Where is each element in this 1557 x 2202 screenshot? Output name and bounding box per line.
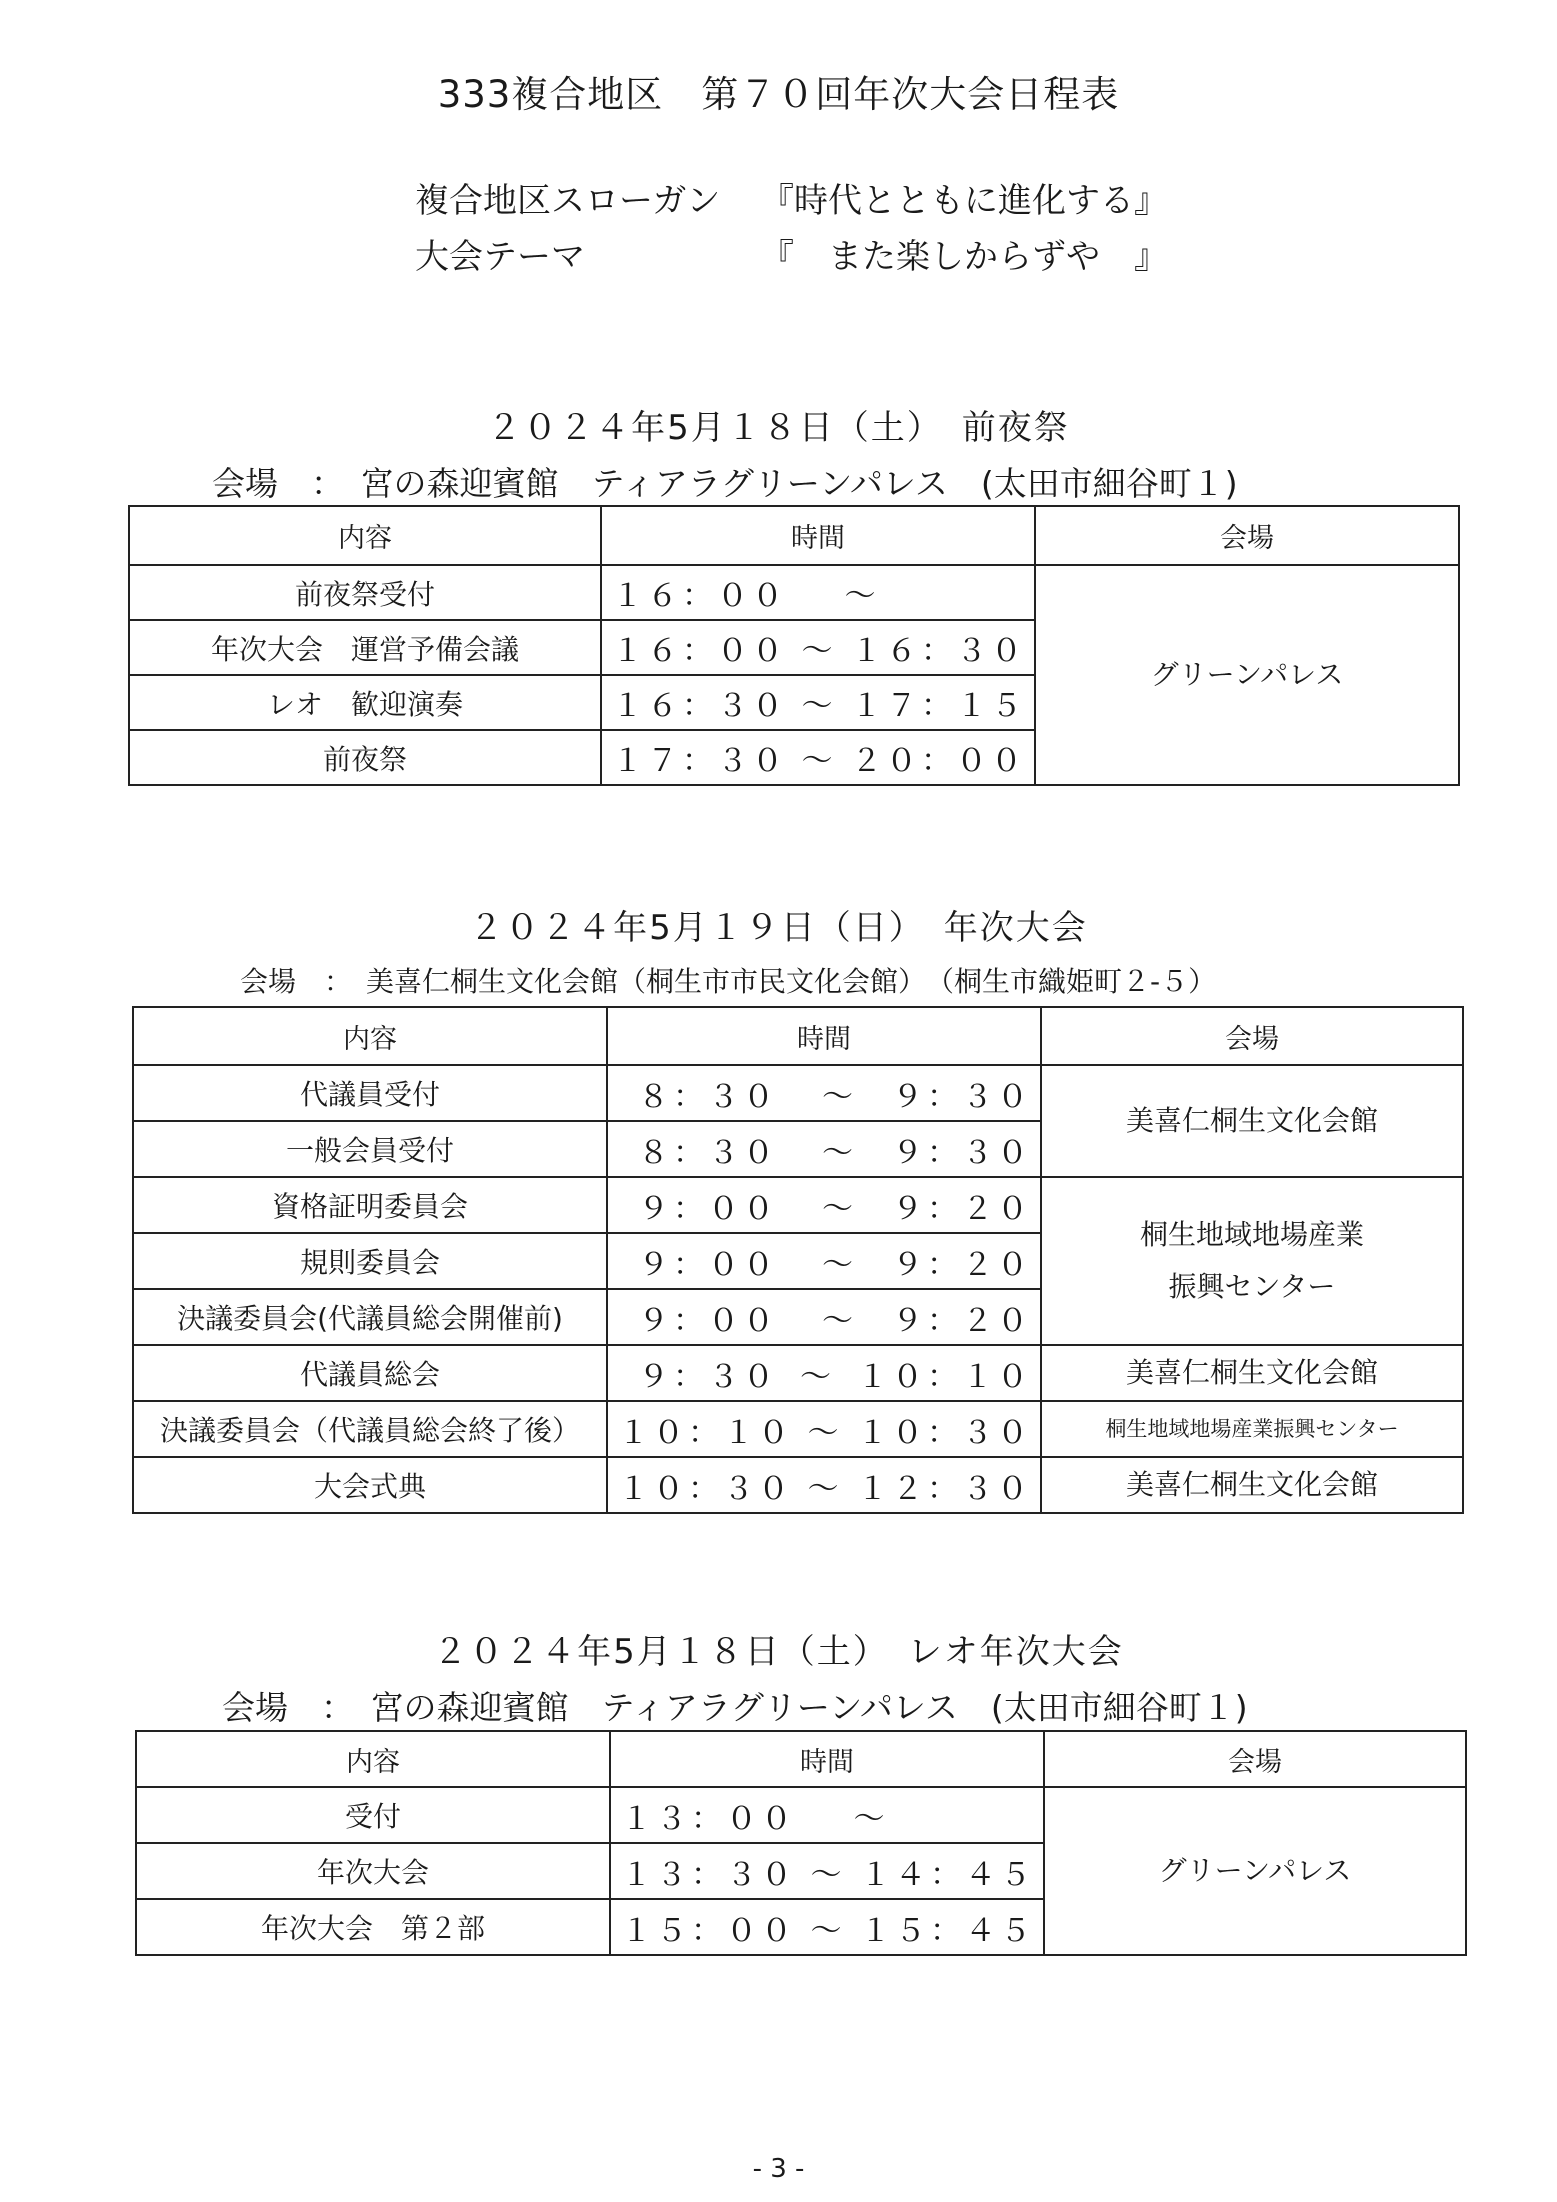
- table-header-row: [129, 506, 1459, 565]
- time-start: １３：００: [621, 1800, 796, 1837]
- row-place: 桐生地域地場産業振興センター: [1041, 1401, 1463, 1457]
- time-start: １０：３０: [618, 1470, 793, 1507]
- time-end: １２：３０: [857, 1470, 1032, 1507]
- time-end: １０：１０: [857, 1358, 1032, 1395]
- row-item: 年次大会: [136, 1843, 610, 1899]
- time-end: ９：２０: [892, 1302, 1032, 1339]
- time-start: １３：３０: [621, 1856, 796, 1893]
- table-row: [133, 1065, 1463, 1121]
- table-row: [133, 1177, 1463, 1233]
- time-wave: ～: [800, 1358, 835, 1395]
- time-wave: ～: [821, 1134, 857, 1171]
- table-row: [133, 1345, 1463, 1401]
- place-line: 桐生地域地場産業: [1139, 1218, 1364, 1251]
- row-time: [607, 1289, 1041, 1345]
- section1-venue: 会場 ： 宮の森迎賓館 ティアラグリーンパレス (太田市細谷町１): [212, 464, 1238, 503]
- time-end: １４：４５: [860, 1856, 1035, 1893]
- section2-venue: 会場 ： 美喜仁桐生文化会館（桐生市市民文化会館） （桐生市織姫町２-５）: [240, 965, 1217, 998]
- row-time: [607, 1457, 1041, 1513]
- section2-heading: ２０２４年5月１９日（日） 年次大会: [469, 908, 1088, 948]
- time-start: ８：３０: [638, 1134, 778, 1171]
- time-start: １５：００: [621, 1912, 796, 1949]
- time-start: ９：３０: [638, 1358, 778, 1395]
- time-start: １７：３０: [612, 743, 787, 779]
- slogan-value: 『時代とともに進化する』: [760, 181, 1168, 221]
- table-header-row: [136, 1731, 1466, 1787]
- row-item: 一般会員受付: [133, 1121, 607, 1177]
- row-item: 前夜祭: [129, 730, 601, 785]
- row-place: グリーンパレス: [1035, 565, 1459, 785]
- header-item: 内容: [133, 1007, 607, 1065]
- section1-table: [128, 505, 1460, 786]
- row-item: 前夜祭受付: [129, 565, 601, 620]
- table-header-row: [133, 1007, 1463, 1065]
- time-end: ２０：００: [851, 743, 1026, 779]
- row-item: 決議委員会(代議員総会開催前): [133, 1289, 607, 1345]
- header-place: 会場: [1044, 1731, 1466, 1787]
- time-end: ９：３０: [892, 1078, 1032, 1115]
- time-wave: ～: [810, 1856, 846, 1893]
- time-start: １６：３０: [612, 688, 787, 724]
- table-row: [129, 565, 1459, 620]
- time-wave: ～: [801, 743, 837, 779]
- time-wave: ～: [807, 1414, 843, 1451]
- time-end: １６：３０: [851, 633, 1026, 669]
- time-start: ９：００: [638, 1302, 778, 1339]
- time-end: ９：２０: [892, 1246, 1032, 1283]
- time-start: １０：１０: [618, 1414, 793, 1451]
- time-wave: ～: [821, 1078, 857, 1115]
- row-time: [607, 1401, 1041, 1457]
- theme-label: 大会テーマ: [415, 237, 585, 277]
- row-time: [607, 1345, 1041, 1401]
- time-wave: ～: [807, 1470, 843, 1507]
- time-start: ９：００: [638, 1190, 778, 1227]
- time-wave: ～: [821, 1302, 857, 1339]
- row-time: [610, 1899, 1044, 1955]
- slogan-label: 複合地区スローガン: [415, 181, 721, 221]
- page-number: - 3 -: [752, 2154, 805, 2184]
- time-wave: ～: [801, 688, 837, 724]
- row-item: 年次大会 運営予備会議: [129, 620, 601, 675]
- row-item: 大会式典: [133, 1457, 607, 1513]
- row-time: [607, 1121, 1041, 1177]
- row-time: [607, 1233, 1041, 1289]
- time-wave: ～: [801, 633, 837, 669]
- time-start: ９：００: [638, 1246, 778, 1283]
- place-line: 振興センター: [1168, 1270, 1336, 1303]
- row-time: [601, 565, 1035, 620]
- time-end: １７：１５: [851, 688, 1026, 724]
- section1-heading: ２０２４年5月１８日（土） 前夜祭: [487, 408, 1070, 448]
- time-wave: ～: [821, 1190, 857, 1227]
- row-item: 年次大会 第２部: [136, 1899, 610, 1955]
- header-item: 内容: [129, 506, 601, 565]
- time-end: ９：２０: [892, 1190, 1032, 1227]
- row-item: レオ 歓迎演奏: [129, 675, 601, 730]
- row-item: 資格証明委員会: [133, 1177, 607, 1233]
- section3-table: [135, 1730, 1467, 1956]
- time-wave: ～: [810, 1912, 846, 1949]
- time-wave: ～: [844, 578, 880, 614]
- time-start: ８：３０: [638, 1078, 778, 1115]
- row-item: 代議員総会: [133, 1345, 607, 1401]
- header-place: 会場: [1035, 506, 1459, 565]
- row-time: [610, 1787, 1044, 1843]
- table-row: [133, 1401, 1463, 1457]
- section3-venue: 会場 ： 宮の森迎賓館 ティアラグリーンパレス (太田市細谷町１): [222, 1688, 1248, 1727]
- header-time: 時間: [601, 506, 1035, 565]
- row-place: 美喜仁桐生文化会館: [1041, 1065, 1463, 1177]
- header-time: 時間: [610, 1731, 1044, 1787]
- time-end: １０：３０: [857, 1414, 1032, 1451]
- row-time: [601, 620, 1035, 675]
- row-place: 美喜仁桐生文化会館: [1041, 1457, 1463, 1513]
- row-time: [607, 1065, 1041, 1121]
- row-item: 受付: [136, 1787, 610, 1843]
- header-item: 内容: [136, 1731, 610, 1787]
- time-end: １５：４５: [860, 1912, 1035, 1949]
- row-time: [601, 675, 1035, 730]
- row-item: 規則委員会: [133, 1233, 607, 1289]
- time-wave: ～: [853, 1800, 889, 1837]
- document-title: 333複合地区 第７０回年次大会日程表: [437, 73, 1120, 116]
- row-item: 決議委員会（代議員総会終了後）: [133, 1401, 607, 1457]
- table-row: [133, 1457, 1463, 1513]
- row-time: [610, 1843, 1044, 1899]
- row-place: グリーンパレス: [1044, 1787, 1466, 1955]
- time-wave: ～: [821, 1246, 857, 1283]
- time-start: １６：００: [612, 578, 787, 614]
- row-place: [1041, 1177, 1463, 1345]
- row-time: [607, 1177, 1041, 1233]
- row-place: 美喜仁桐生文化会館: [1041, 1345, 1463, 1401]
- table-row: [136, 1787, 1466, 1843]
- row-item: 代議員受付: [133, 1065, 607, 1121]
- header-place: 会場: [1041, 1007, 1463, 1065]
- row-time: [601, 730, 1035, 785]
- time-end: ９：３０: [892, 1134, 1032, 1171]
- header-time: 時間: [607, 1007, 1041, 1065]
- section2-table: [132, 1006, 1464, 1514]
- time-start: １６：００: [612, 633, 787, 669]
- section3-heading: ２０２４年5月１８日（土） レオ年次大会: [433, 1632, 1124, 1672]
- theme-value: 『 また楽しからずや 』: [760, 237, 1168, 277]
